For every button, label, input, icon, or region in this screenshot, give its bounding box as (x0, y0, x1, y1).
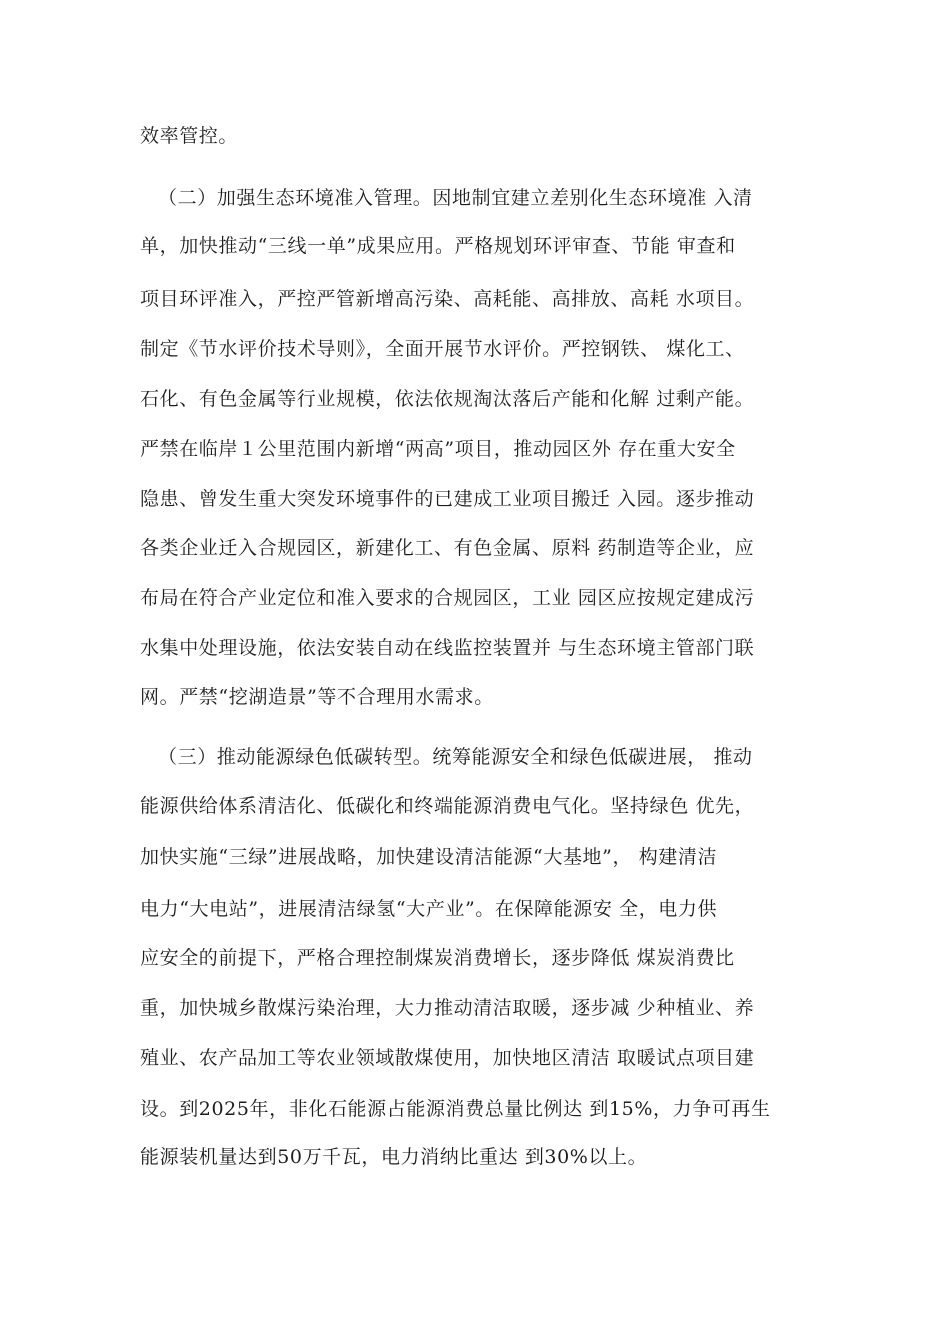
text-line: 殖业、农产品加工等农业领域散煤使用，加快地区清洁 取暖试点项目建 (140, 1047, 755, 1069)
text-line: 单，加快推动“三线一单”成果应用。严格规划环评审查、节能 审查和 (140, 235, 736, 257)
text-line: 项目环评准入，严控严管新增高污染、高耗能、高排放、高耗 水项目。 (140, 288, 755, 310)
text-line: 水集中处理设施，依法安装自动在线监控装置并 与生态环境主管部门联 (140, 637, 755, 659)
text-line: 石化、有色金属等行业规模，依法依规淘汰落后产能和化解 过剩产能。 (140, 388, 755, 410)
text-line: 设。到2025年，非化石能源占能源消费总量比例达 到15%，力争可再生 (140, 1098, 771, 1120)
text-line: 制定《节水评价技术导则》，全面开展节水评价。严控钢铁、 煤化工、 (140, 338, 745, 360)
text-line: 能源供给体系清洁化、低碳化和终端能源消费电气化。坚持绿色 优先， (140, 795, 755, 817)
text-line: 电力“大电站”，进展清洁绿氢“大产业”。在保障能源安 全，电力供 (140, 898, 718, 920)
paragraph-heading-line: （三）推动能源绿色低碳转型。统筹能源安全和绿色低碳进展， 推动 (158, 746, 753, 768)
text-line: 效率管控。 (140, 125, 239, 147)
paragraph-heading-line: （二）加强生态环境准入管理。因地制宜建立差别化生态环境准 入清 (158, 187, 753, 209)
text-line: 布局在符合产业定位和准入要求的合规园区，工业 园区应按规定建成污 (140, 587, 755, 609)
text-line: 能源装机量达到50万千瓦，电力消纳比重达 到30%以上。 (140, 1146, 648, 1168)
text-line: 严禁在临岸１公里范围内新增“两高”项目，推动园区外 存在重大安全 (140, 438, 736, 460)
text-line: 各类企业迁入合规园区，新建化工、有色金属、原料 药制造等企业，应 (140, 537, 755, 559)
text-line: 隐患、曾发生重大突发环境事件的已建成工业项目搬迁 入园。逐步推动 (140, 488, 755, 510)
text-line: 重，加快城乡散煤污染治理，大力推动清洁取暖，逐步减 少种植业、养 (140, 997, 755, 1019)
text-line: 网。严禁“挖湖造景”等不合理用水需求。 (140, 686, 494, 708)
text-line: 应安全的前提下，严格合理控制煤炭消费增长，逐步降低 煤炭消费比 (140, 947, 735, 969)
text-line: 加快实施“三绿”进展战略，加快建设清洁能源“大基地”， 构建清洁 (140, 846, 718, 868)
